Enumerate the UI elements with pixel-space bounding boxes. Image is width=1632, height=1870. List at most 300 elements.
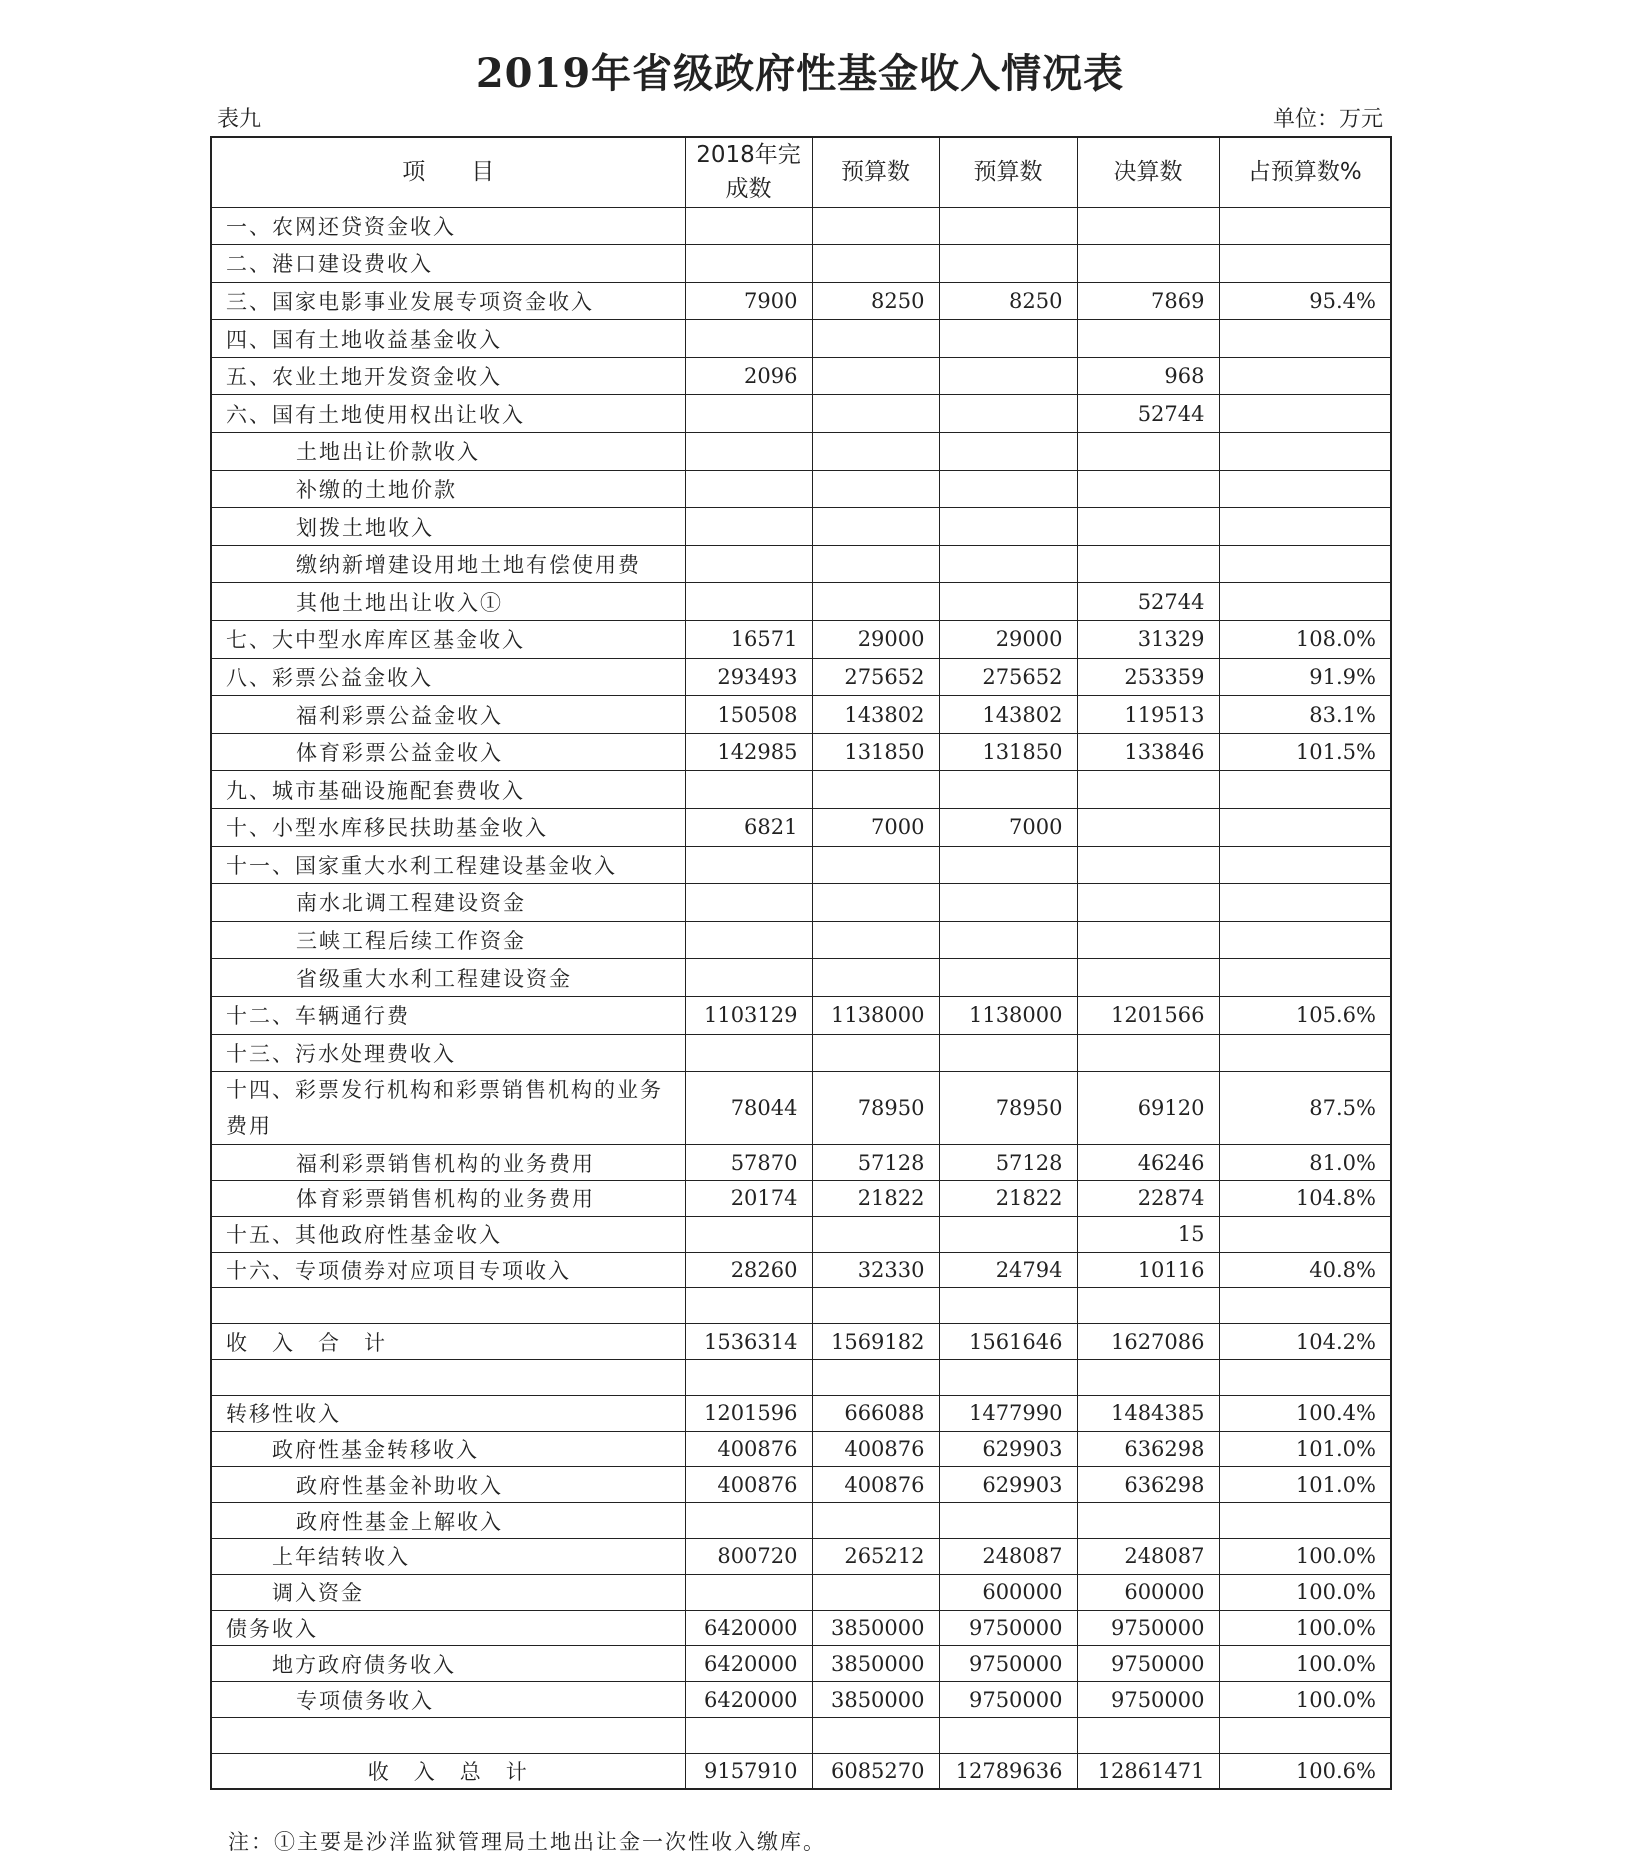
table-row	[211, 996, 1391, 1034]
table-row	[211, 508, 1391, 546]
cell-final: 9750000	[1077, 1610, 1219, 1646]
cell-budget-1: 143802	[812, 696, 939, 734]
revenue-table	[210, 136, 1392, 1790]
cell-budget-2	[939, 1216, 1077, 1252]
cell-budget-2	[939, 1359, 1077, 1395]
row-item-label: 政府性基金补助收入	[211, 1467, 685, 1503]
cell-budget-1: 57128	[812, 1145, 939, 1181]
cell-2018-actual: 6420000	[685, 1682, 812, 1718]
cell-2018-actual: 150508	[685, 696, 812, 734]
row-item-label: 十三、污水处理费收入	[211, 1034, 685, 1072]
header-row	[211, 137, 1391, 207]
cell-2018-actual: 6420000	[685, 1610, 812, 1646]
column-header-2018-actual: 2018年完成数	[685, 137, 812, 207]
column-header-percent: 占预算数%	[1219, 137, 1391, 207]
cell-final	[1077, 433, 1219, 471]
cell-budget-2: 248087	[939, 1538, 1077, 1574]
cell-percent	[1219, 357, 1391, 395]
table-row	[211, 1753, 1391, 1789]
cell-budget-2	[939, 583, 1077, 621]
table-row	[211, 1072, 1391, 1145]
cell-2018-actual	[685, 959, 812, 997]
table-row	[211, 282, 1391, 320]
row-item-label: 政府性基金转移收入	[211, 1431, 685, 1467]
cell-percent	[1219, 433, 1391, 471]
cell-budget-2: 21822	[939, 1180, 1077, 1216]
cell-budget-1: 78950	[812, 1072, 939, 1145]
cell-2018-actual	[685, 395, 812, 433]
cell-2018-actual: 20174	[685, 1180, 812, 1216]
cell-budget-1	[812, 245, 939, 283]
row-item-label: 七、大中型水库库区基金收入	[211, 621, 685, 659]
row-item-label: 十五、其他政府性基金收入	[211, 1216, 685, 1252]
cell-budget-1	[812, 1034, 939, 1072]
cell-budget-1: 1138000	[812, 996, 939, 1034]
cell-final: 636298	[1077, 1431, 1219, 1467]
cell-2018-actual: 6420000	[685, 1646, 812, 1682]
row-item-label: 十二、车辆通行费	[211, 996, 685, 1034]
table-row	[211, 357, 1391, 395]
cell-budget-1: 6085270	[812, 1753, 939, 1789]
table-row	[211, 1034, 1391, 1072]
table-row	[211, 1646, 1391, 1682]
cell-percent: 108.0%	[1219, 621, 1391, 659]
row-item-label: 其他土地出让收入①	[211, 583, 685, 621]
cell-2018-actual: 400876	[685, 1467, 812, 1503]
cell-final: 248087	[1077, 1538, 1219, 1574]
cell-final	[1077, 959, 1219, 997]
cell-budget-1: 21822	[812, 1180, 939, 1216]
cell-2018-actual: 142985	[685, 733, 812, 771]
cell-budget-1	[812, 508, 939, 546]
cell-budget-2: 57128	[939, 1145, 1077, 1181]
cell-final: 253359	[1077, 658, 1219, 696]
row-item-label: 收 入 合 计	[211, 1324, 685, 1360]
cell-final: 52744	[1077, 583, 1219, 621]
row-item-label	[211, 1717, 685, 1753]
table-row	[211, 470, 1391, 508]
cell-percent: 95.4%	[1219, 282, 1391, 320]
table-row	[211, 1288, 1391, 1324]
cell-budget-2	[939, 508, 1077, 546]
row-item-label: 省级重大水利工程建设资金	[211, 959, 685, 997]
cell-percent: 100.4%	[1219, 1395, 1391, 1431]
table-row	[211, 658, 1391, 696]
cell-percent: 100.0%	[1219, 1682, 1391, 1718]
cell-2018-actual: 293493	[685, 658, 812, 696]
cell-budget-1	[812, 1359, 939, 1395]
table-row	[211, 1538, 1391, 1574]
cell-percent	[1219, 583, 1391, 621]
row-item-label: 三峡工程后续工作资金	[211, 921, 685, 959]
cell-budget-1: 8250	[812, 282, 939, 320]
cell-budget-2	[939, 357, 1077, 395]
cell-final: 133846	[1077, 733, 1219, 771]
footnote: 注：①主要是沙洋监狱管理局土地出让金一次性收入缴库。	[228, 1830, 826, 1854]
cell-percent	[1219, 508, 1391, 546]
cell-final: 600000	[1077, 1574, 1219, 1610]
cell-budget-1: 275652	[812, 658, 939, 696]
cell-2018-actual: 400876	[685, 1431, 812, 1467]
cell-final	[1077, 1717, 1219, 1753]
table-row	[211, 959, 1391, 997]
cell-final: 9750000	[1077, 1682, 1219, 1718]
cell-percent	[1219, 470, 1391, 508]
cell-final: 46246	[1077, 1145, 1219, 1181]
table-row	[211, 1216, 1391, 1252]
cell-percent: 101.0%	[1219, 1467, 1391, 1503]
table-body	[211, 207, 1391, 1789]
cell-percent	[1219, 959, 1391, 997]
table-row	[211, 1145, 1391, 1181]
cell-final	[1077, 245, 1219, 283]
cell-final	[1077, 884, 1219, 922]
row-item-label: 十六、专项债券对应项目专项收入	[211, 1252, 685, 1288]
cell-final: 1627086	[1077, 1324, 1219, 1360]
cell-budget-2: 1477990	[939, 1395, 1077, 1431]
row-item-label: 福利彩票销售机构的业务费用	[211, 1145, 685, 1181]
cell-2018-actual	[685, 583, 812, 621]
cell-percent	[1219, 771, 1391, 809]
row-item-label: 专项债务收入	[211, 1682, 685, 1718]
cell-percent: 101.5%	[1219, 733, 1391, 771]
cell-budget-2: 9750000	[939, 1646, 1077, 1682]
cell-budget-2	[939, 771, 1077, 809]
table-label: 表九	[217, 107, 262, 132]
cell-2018-actual	[685, 1034, 812, 1072]
cell-budget-2	[939, 1503, 1077, 1539]
cell-final	[1077, 1288, 1219, 1324]
table-row	[211, 395, 1391, 433]
cell-2018-actual: 28260	[685, 1252, 812, 1288]
cell-budget-2: 7000	[939, 809, 1077, 847]
cell-percent	[1219, 1216, 1391, 1252]
cell-2018-actual	[685, 846, 812, 884]
row-item-label: 五、农业土地开发资金收入	[211, 357, 685, 395]
unit-label: 单位：万元	[1272, 107, 1383, 132]
cell-budget-1	[812, 583, 939, 621]
cell-final: 7869	[1077, 282, 1219, 320]
row-item-label: 补缴的土地价款	[211, 470, 685, 508]
cell-budget-2: 9750000	[939, 1682, 1077, 1718]
table-row	[211, 1503, 1391, 1539]
row-item-label: 政府性基金上解收入	[211, 1503, 685, 1539]
cell-percent	[1219, 1359, 1391, 1395]
cell-budget-1: 400876	[812, 1467, 939, 1503]
cell-budget-2	[939, 959, 1077, 997]
table-row	[211, 245, 1391, 283]
cell-percent	[1219, 1503, 1391, 1539]
cell-percent: 87.5%	[1219, 1072, 1391, 1145]
cell-budget-2	[939, 470, 1077, 508]
cell-2018-actual: 1536314	[685, 1324, 812, 1360]
cell-budget-2: 600000	[939, 1574, 1077, 1610]
cell-2018-actual	[685, 1717, 812, 1753]
table-row	[211, 621, 1391, 659]
cell-budget-1: 3850000	[812, 1646, 939, 1682]
row-item-label: 转移性收入	[211, 1395, 685, 1431]
table-row	[211, 809, 1391, 847]
cell-budget-1	[812, 395, 939, 433]
cell-budget-1: 3850000	[812, 1682, 939, 1718]
cell-2018-actual: 16571	[685, 621, 812, 659]
row-item-label: 收 入 总 计	[211, 1753, 685, 1789]
cell-budget-2	[939, 1034, 1077, 1072]
table-row	[211, 433, 1391, 471]
cell-percent	[1219, 545, 1391, 583]
cell-final	[1077, 320, 1219, 358]
cell-budget-1	[812, 207, 939, 245]
cell-budget-1	[812, 433, 939, 471]
cell-2018-actual	[685, 207, 812, 245]
cell-final	[1077, 470, 1219, 508]
cell-budget-1: 32330	[812, 1252, 939, 1288]
cell-budget-2	[939, 1288, 1077, 1324]
cell-percent: 104.2%	[1219, 1324, 1391, 1360]
cell-budget-2: 1138000	[939, 996, 1077, 1034]
cell-budget-2: 9750000	[939, 1610, 1077, 1646]
cell-budget-2	[939, 207, 1077, 245]
cell-final	[1077, 508, 1219, 546]
cell-budget-1	[812, 1288, 939, 1324]
table-row	[211, 1431, 1391, 1467]
table-row	[211, 733, 1391, 771]
cell-budget-2	[939, 921, 1077, 959]
column-header-budget-2: 预算数	[939, 137, 1077, 207]
cell-final: 10116	[1077, 1252, 1219, 1288]
column-header-item: 项 目	[211, 137, 685, 207]
cell-2018-actual: 1201596	[685, 1395, 812, 1431]
row-item-label: 十四、彩票发行机构和彩票销售机构的业务费用	[211, 1072, 685, 1145]
row-item-label: 十一、国家重大水利工程建设基金收入	[211, 846, 685, 884]
row-item-label: 债务收入	[211, 1610, 685, 1646]
cell-percent	[1219, 1034, 1391, 1072]
cell-budget-2: 629903	[939, 1431, 1077, 1467]
cell-budget-1: 3850000	[812, 1610, 939, 1646]
cell-final: 119513	[1077, 696, 1219, 734]
cell-budget-1: 666088	[812, 1395, 939, 1431]
row-item-label: 土地出让价款收入	[211, 433, 685, 471]
cell-budget-1: 400876	[812, 1431, 939, 1467]
cell-percent: 100.0%	[1219, 1610, 1391, 1646]
cell-budget-1	[812, 357, 939, 395]
row-item-label	[211, 1359, 685, 1395]
cell-budget-1	[812, 884, 939, 922]
cell-percent	[1219, 884, 1391, 922]
row-item-label: 福利彩票公益金收入	[211, 696, 685, 734]
cell-budget-1: 1569182	[812, 1324, 939, 1360]
cell-percent	[1219, 320, 1391, 358]
cell-percent	[1219, 395, 1391, 433]
cell-final: 52744	[1077, 395, 1219, 433]
cell-budget-2: 131850	[939, 733, 1077, 771]
table-row	[211, 884, 1391, 922]
cell-budget-1	[812, 545, 939, 583]
row-item-label: 三、国家电影事业发展专项资金收入	[211, 282, 685, 320]
cell-final: 968	[1077, 357, 1219, 395]
cell-budget-1	[812, 320, 939, 358]
cell-final: 9750000	[1077, 1646, 1219, 1682]
cell-percent: 40.8%	[1219, 1252, 1391, 1288]
table-row	[211, 545, 1391, 583]
cell-budget-1	[812, 959, 939, 997]
row-item-label: 上年结转收入	[211, 1538, 685, 1574]
cell-2018-actual	[685, 470, 812, 508]
table-row	[211, 1682, 1391, 1718]
cell-budget-1	[812, 1503, 939, 1539]
cell-percent: 101.0%	[1219, 1431, 1391, 1467]
cell-budget-1	[812, 1216, 939, 1252]
table-row	[211, 1180, 1391, 1216]
cell-percent	[1219, 809, 1391, 847]
cell-percent: 81.0%	[1219, 1145, 1391, 1181]
table-row	[211, 1717, 1391, 1753]
row-item-label: 八、彩票公益金收入	[211, 658, 685, 696]
row-item-label: 六、国有土地使用权出让收入	[211, 395, 685, 433]
table-row	[211, 1324, 1391, 1360]
cell-2018-actual: 57870	[685, 1145, 812, 1181]
cell-final	[1077, 809, 1219, 847]
cell-final: 636298	[1077, 1467, 1219, 1503]
cell-budget-2: 8250	[939, 282, 1077, 320]
row-item-label: 缴纳新增建设用地土地有偿使用费	[211, 545, 685, 583]
cell-budget-2: 143802	[939, 696, 1077, 734]
row-item-label: 地方政府债务收入	[211, 1646, 685, 1682]
table-row	[211, 921, 1391, 959]
cell-budget-2: 629903	[939, 1467, 1077, 1503]
table-row	[211, 1574, 1391, 1610]
cell-percent: 100.0%	[1219, 1538, 1391, 1574]
cell-budget-1	[812, 771, 939, 809]
cell-percent	[1219, 1288, 1391, 1324]
row-item-label: 体育彩票公益金收入	[211, 733, 685, 771]
cell-2018-actual	[685, 1574, 812, 1610]
cell-2018-actual	[685, 1503, 812, 1539]
cell-percent: 91.9%	[1219, 658, 1391, 696]
cell-percent	[1219, 245, 1391, 283]
cell-final	[1077, 846, 1219, 884]
table-row	[211, 583, 1391, 621]
row-item-label: 调入资金	[211, 1574, 685, 1610]
cell-2018-actual: 9157910	[685, 1753, 812, 1789]
cell-budget-1	[812, 1717, 939, 1753]
cell-budget-2	[939, 884, 1077, 922]
cell-percent	[1219, 846, 1391, 884]
row-item-label: 一、农网还贷资金收入	[211, 207, 685, 245]
row-item-label: 划拨土地收入	[211, 508, 685, 546]
cell-budget-1: 131850	[812, 733, 939, 771]
table-row	[211, 771, 1391, 809]
cell-final: 31329	[1077, 621, 1219, 659]
page-title: 2019年省级政府性基金收入情况表	[475, 50, 1125, 97]
cell-final: 1201566	[1077, 996, 1219, 1034]
cell-final: 22874	[1077, 1180, 1219, 1216]
table-row	[211, 1467, 1391, 1503]
cell-percent	[1219, 921, 1391, 959]
row-item-label: 体育彩票销售机构的业务费用	[211, 1180, 685, 1216]
cell-2018-actual	[685, 1288, 812, 1324]
column-header-final: 决算数	[1077, 137, 1219, 207]
row-item-label: 十、小型水库移民扶助基金收入	[211, 809, 685, 847]
cell-final: 69120	[1077, 1072, 1219, 1145]
cell-budget-2	[939, 395, 1077, 433]
cell-2018-actual	[685, 921, 812, 959]
cell-final	[1077, 771, 1219, 809]
cell-2018-actual	[685, 771, 812, 809]
cell-2018-actual	[685, 1359, 812, 1395]
table-row	[211, 207, 1391, 245]
table-row	[211, 696, 1391, 734]
cell-budget-2: 275652	[939, 658, 1077, 696]
cell-final: 1484385	[1077, 1395, 1219, 1431]
cell-budget-2	[939, 245, 1077, 283]
table-row	[211, 1359, 1391, 1395]
cell-budget-2: 12789636	[939, 1753, 1077, 1789]
cell-budget-2: 24794	[939, 1252, 1077, 1288]
row-item-label: 四、国有土地收益基金收入	[211, 320, 685, 358]
cell-2018-actual	[685, 433, 812, 471]
cell-budget-2: 78950	[939, 1072, 1077, 1145]
cell-2018-actual	[685, 508, 812, 546]
cell-budget-2	[939, 1717, 1077, 1753]
table-row	[211, 1395, 1391, 1431]
cell-final	[1077, 1503, 1219, 1539]
cell-2018-actual	[685, 1216, 812, 1252]
cell-budget-1	[812, 921, 939, 959]
cell-percent: 83.1%	[1219, 696, 1391, 734]
row-item-label: 九、城市基础设施配套费收入	[211, 771, 685, 809]
cell-percent: 100.6%	[1219, 1753, 1391, 1789]
cell-budget-2: 29000	[939, 621, 1077, 659]
cell-2018-actual: 1103129	[685, 996, 812, 1034]
table-row	[211, 846, 1391, 884]
cell-budget-2: 1561646	[939, 1324, 1077, 1360]
cell-final	[1077, 921, 1219, 959]
cell-budget-1: 29000	[812, 621, 939, 659]
row-item-label: 二、港口建设费收入	[211, 245, 685, 283]
cell-percent	[1219, 1717, 1391, 1753]
cell-2018-actual	[685, 245, 812, 283]
row-item-label	[211, 1288, 685, 1324]
cell-2018-actual	[685, 320, 812, 358]
cell-percent: 100.0%	[1219, 1574, 1391, 1610]
cell-percent: 105.6%	[1219, 996, 1391, 1034]
cell-budget-2	[939, 846, 1077, 884]
column-header-budget-1: 预算数	[812, 137, 939, 207]
cell-2018-actual	[685, 545, 812, 583]
cell-final	[1077, 207, 1219, 245]
table-row	[211, 1252, 1391, 1288]
cell-budget-2	[939, 320, 1077, 358]
row-item-label: 南水北调工程建设资金	[211, 884, 685, 922]
cell-2018-actual: 78044	[685, 1072, 812, 1145]
cell-2018-actual	[685, 884, 812, 922]
cell-budget-1: 7000	[812, 809, 939, 847]
cell-2018-actual: 6821	[685, 809, 812, 847]
cell-final	[1077, 1034, 1219, 1072]
cell-2018-actual: 7900	[685, 282, 812, 320]
cell-budget-2	[939, 545, 1077, 583]
cell-2018-actual: 800720	[685, 1538, 812, 1574]
cell-budget-1	[812, 846, 939, 884]
cell-final: 12861471	[1077, 1753, 1219, 1789]
cell-final	[1077, 545, 1219, 583]
cell-budget-1: 265212	[812, 1538, 939, 1574]
cell-final	[1077, 1359, 1219, 1395]
cell-2018-actual: 2096	[685, 357, 812, 395]
cell-percent	[1219, 207, 1391, 245]
cell-percent: 104.8%	[1219, 1180, 1391, 1216]
